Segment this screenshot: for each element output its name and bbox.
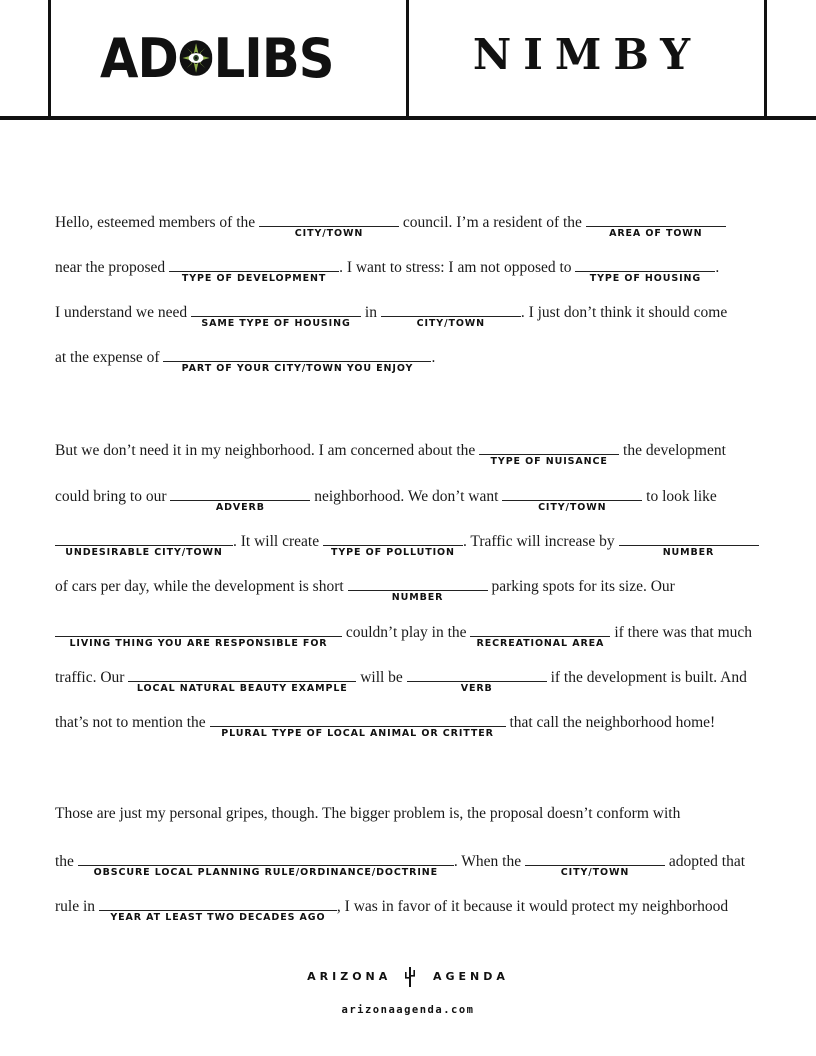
body-text: the development xyxy=(619,442,726,459)
fill-in-blank[interactable] xyxy=(210,710,506,739)
body-text: Those are just my personal gripes, though. The bigger problem is, the proposal doesn’t conform with xyxy=(55,805,681,822)
center-divider-line xyxy=(406,0,409,118)
header-divider xyxy=(0,116,816,120)
body-text: of cars per day, while the development is short xyxy=(55,578,348,595)
blank-label: TYPE OF HOUSING xyxy=(589,273,702,284)
logo-left-text: AD xyxy=(100,26,178,90)
body-text: I understand we need xyxy=(55,304,192,321)
body-text: But we don’t need it in my neighborhood. I am concerned about the xyxy=(55,442,480,459)
body-text: could bring to our xyxy=(55,488,171,505)
text-line xyxy=(55,574,675,603)
body-text: at the expense of xyxy=(55,349,164,366)
fill-in-blank[interactable] xyxy=(323,529,463,558)
text-line xyxy=(55,210,726,239)
text-line xyxy=(55,438,726,467)
fill-in-blank[interactable] xyxy=(479,438,619,467)
blank-label: SAME TYPE OF HOUSING xyxy=(201,318,351,329)
fill-in-blank[interactable] xyxy=(575,255,715,284)
fill-in-blank[interactable] xyxy=(191,300,361,329)
body-text: traffic. Our xyxy=(55,669,129,686)
blank-label: CITY/TOWN xyxy=(294,228,364,239)
fill-in-blank[interactable] xyxy=(170,484,310,513)
text-line xyxy=(55,804,680,824)
blank-label: NUMBER xyxy=(662,547,715,558)
fill-in-blank[interactable] xyxy=(619,529,759,558)
header xyxy=(0,0,816,120)
text-line xyxy=(55,484,717,513)
left-border-line xyxy=(48,0,51,118)
blank-label: VERB xyxy=(460,683,493,694)
body-text: neighborhood. We don’t want xyxy=(310,488,503,505)
footer-url: arizonaagenda.com xyxy=(341,1004,475,1016)
body-text: . I want to stress: I am not opposed to xyxy=(339,259,576,276)
body-text: . xyxy=(431,349,436,366)
body-text: adopted that xyxy=(664,853,746,870)
blank-label: CITY/TOWN xyxy=(560,867,630,878)
fill-in-blank[interactable] xyxy=(78,849,454,878)
fill-in-blank[interactable] xyxy=(407,665,547,694)
body-text: . I just don’t think it should come xyxy=(520,304,728,321)
adolibs-logo xyxy=(100,22,334,94)
footer-brand xyxy=(0,966,816,988)
body-text: that call the neighborhood home! xyxy=(505,714,716,731)
blank-label: AREA OF TOWN xyxy=(609,228,703,239)
text-line xyxy=(55,255,720,284)
blank-label: RECREATIONAL AREA xyxy=(476,638,605,649)
body-text: , I was in favor of it because it would protect my neighborhood xyxy=(336,898,729,915)
body-text: couldn’t play in the xyxy=(342,624,471,641)
text-line xyxy=(55,529,759,558)
body-text: near the proposed xyxy=(55,259,170,276)
blank-label: NUMBER xyxy=(391,592,444,603)
footer-brand-right: AGENDA xyxy=(432,970,509,983)
blank-label: CITY/TOWN xyxy=(416,318,486,329)
body-text: to look like xyxy=(642,488,717,505)
blank-label: PART OF YOUR CITY/TOWN YOU ENJOY xyxy=(181,363,414,374)
blank-label: TYPE OF POLLUTION xyxy=(331,547,455,558)
body-text: council. I’m a resident of the xyxy=(399,214,586,231)
fill-in-blank[interactable] xyxy=(163,345,431,374)
fill-in-blank[interactable] xyxy=(502,484,642,513)
fill-in-blank[interactable] xyxy=(55,620,342,649)
fill-in-blank[interactable] xyxy=(259,210,399,239)
blank-label: OBSCURE LOCAL PLANNING RULE/ORDINANCE/DOCTRINE xyxy=(93,867,439,878)
blank-label: TYPE OF NUISANCE xyxy=(490,456,608,467)
text-line xyxy=(55,300,728,329)
text-line xyxy=(55,620,753,649)
fill-in-blank[interactable] xyxy=(99,894,337,923)
body-text: . xyxy=(715,259,720,276)
footer-brand-left: ARIZONA xyxy=(307,970,392,983)
fill-in-blank[interactable] xyxy=(586,210,726,239)
fill-in-blank[interactable] xyxy=(525,849,665,878)
body-text: that’s not to mention the xyxy=(55,714,210,731)
blank-label: ADVERB xyxy=(215,502,265,513)
blank-label: LOCAL NATURAL BEAUTY EXAMPLE xyxy=(136,683,348,694)
fill-in-blank[interactable] xyxy=(348,574,488,603)
blank-label: CITY/TOWN xyxy=(538,502,607,513)
fill-in-blank[interactable] xyxy=(381,300,521,329)
blank-label: YEAR AT LEAST TWO DECADES AGO xyxy=(110,912,326,923)
blank-label: PLURAL TYPE OF LOCAL ANIMAL OR CRITTER xyxy=(221,728,494,739)
blank-label: UNDESIRABLE CITY/TOWN xyxy=(65,547,223,558)
text-line xyxy=(55,345,436,374)
body-text: Hello, esteemed members of the xyxy=(55,214,260,231)
text-line xyxy=(55,665,747,694)
text-line xyxy=(55,894,729,923)
body-text: if there was that much xyxy=(610,624,753,641)
fill-in-blank[interactable] xyxy=(169,255,339,284)
blank-label: TYPE OF DEVELOPMENT xyxy=(181,273,327,284)
body-text: rule in xyxy=(55,898,99,915)
body-text: . Traffic will increase by xyxy=(462,533,619,550)
logo-right-text: LIBS xyxy=(213,26,334,90)
page-title: NIMBY xyxy=(472,30,703,79)
blank-label: LIVING THING YOU ARE RESPONSIBLE FOR xyxy=(69,638,328,649)
body-text: will be xyxy=(356,669,407,686)
fill-in-blank[interactable] xyxy=(55,529,233,558)
fill-in-blank[interactable] xyxy=(128,665,356,694)
body-text: . It will create xyxy=(233,533,323,550)
body-text: if the development is built. And xyxy=(546,669,747,686)
body-text: . When the xyxy=(453,853,525,870)
cactus-icon xyxy=(403,966,417,988)
text-line xyxy=(55,849,746,878)
body-text: the xyxy=(55,853,78,870)
fill-in-blank[interactable] xyxy=(470,620,610,649)
body-text: parking spots for its size. Our xyxy=(487,578,675,595)
body-text: in xyxy=(361,304,381,321)
eye-icon xyxy=(179,29,213,87)
text-line xyxy=(55,710,716,739)
